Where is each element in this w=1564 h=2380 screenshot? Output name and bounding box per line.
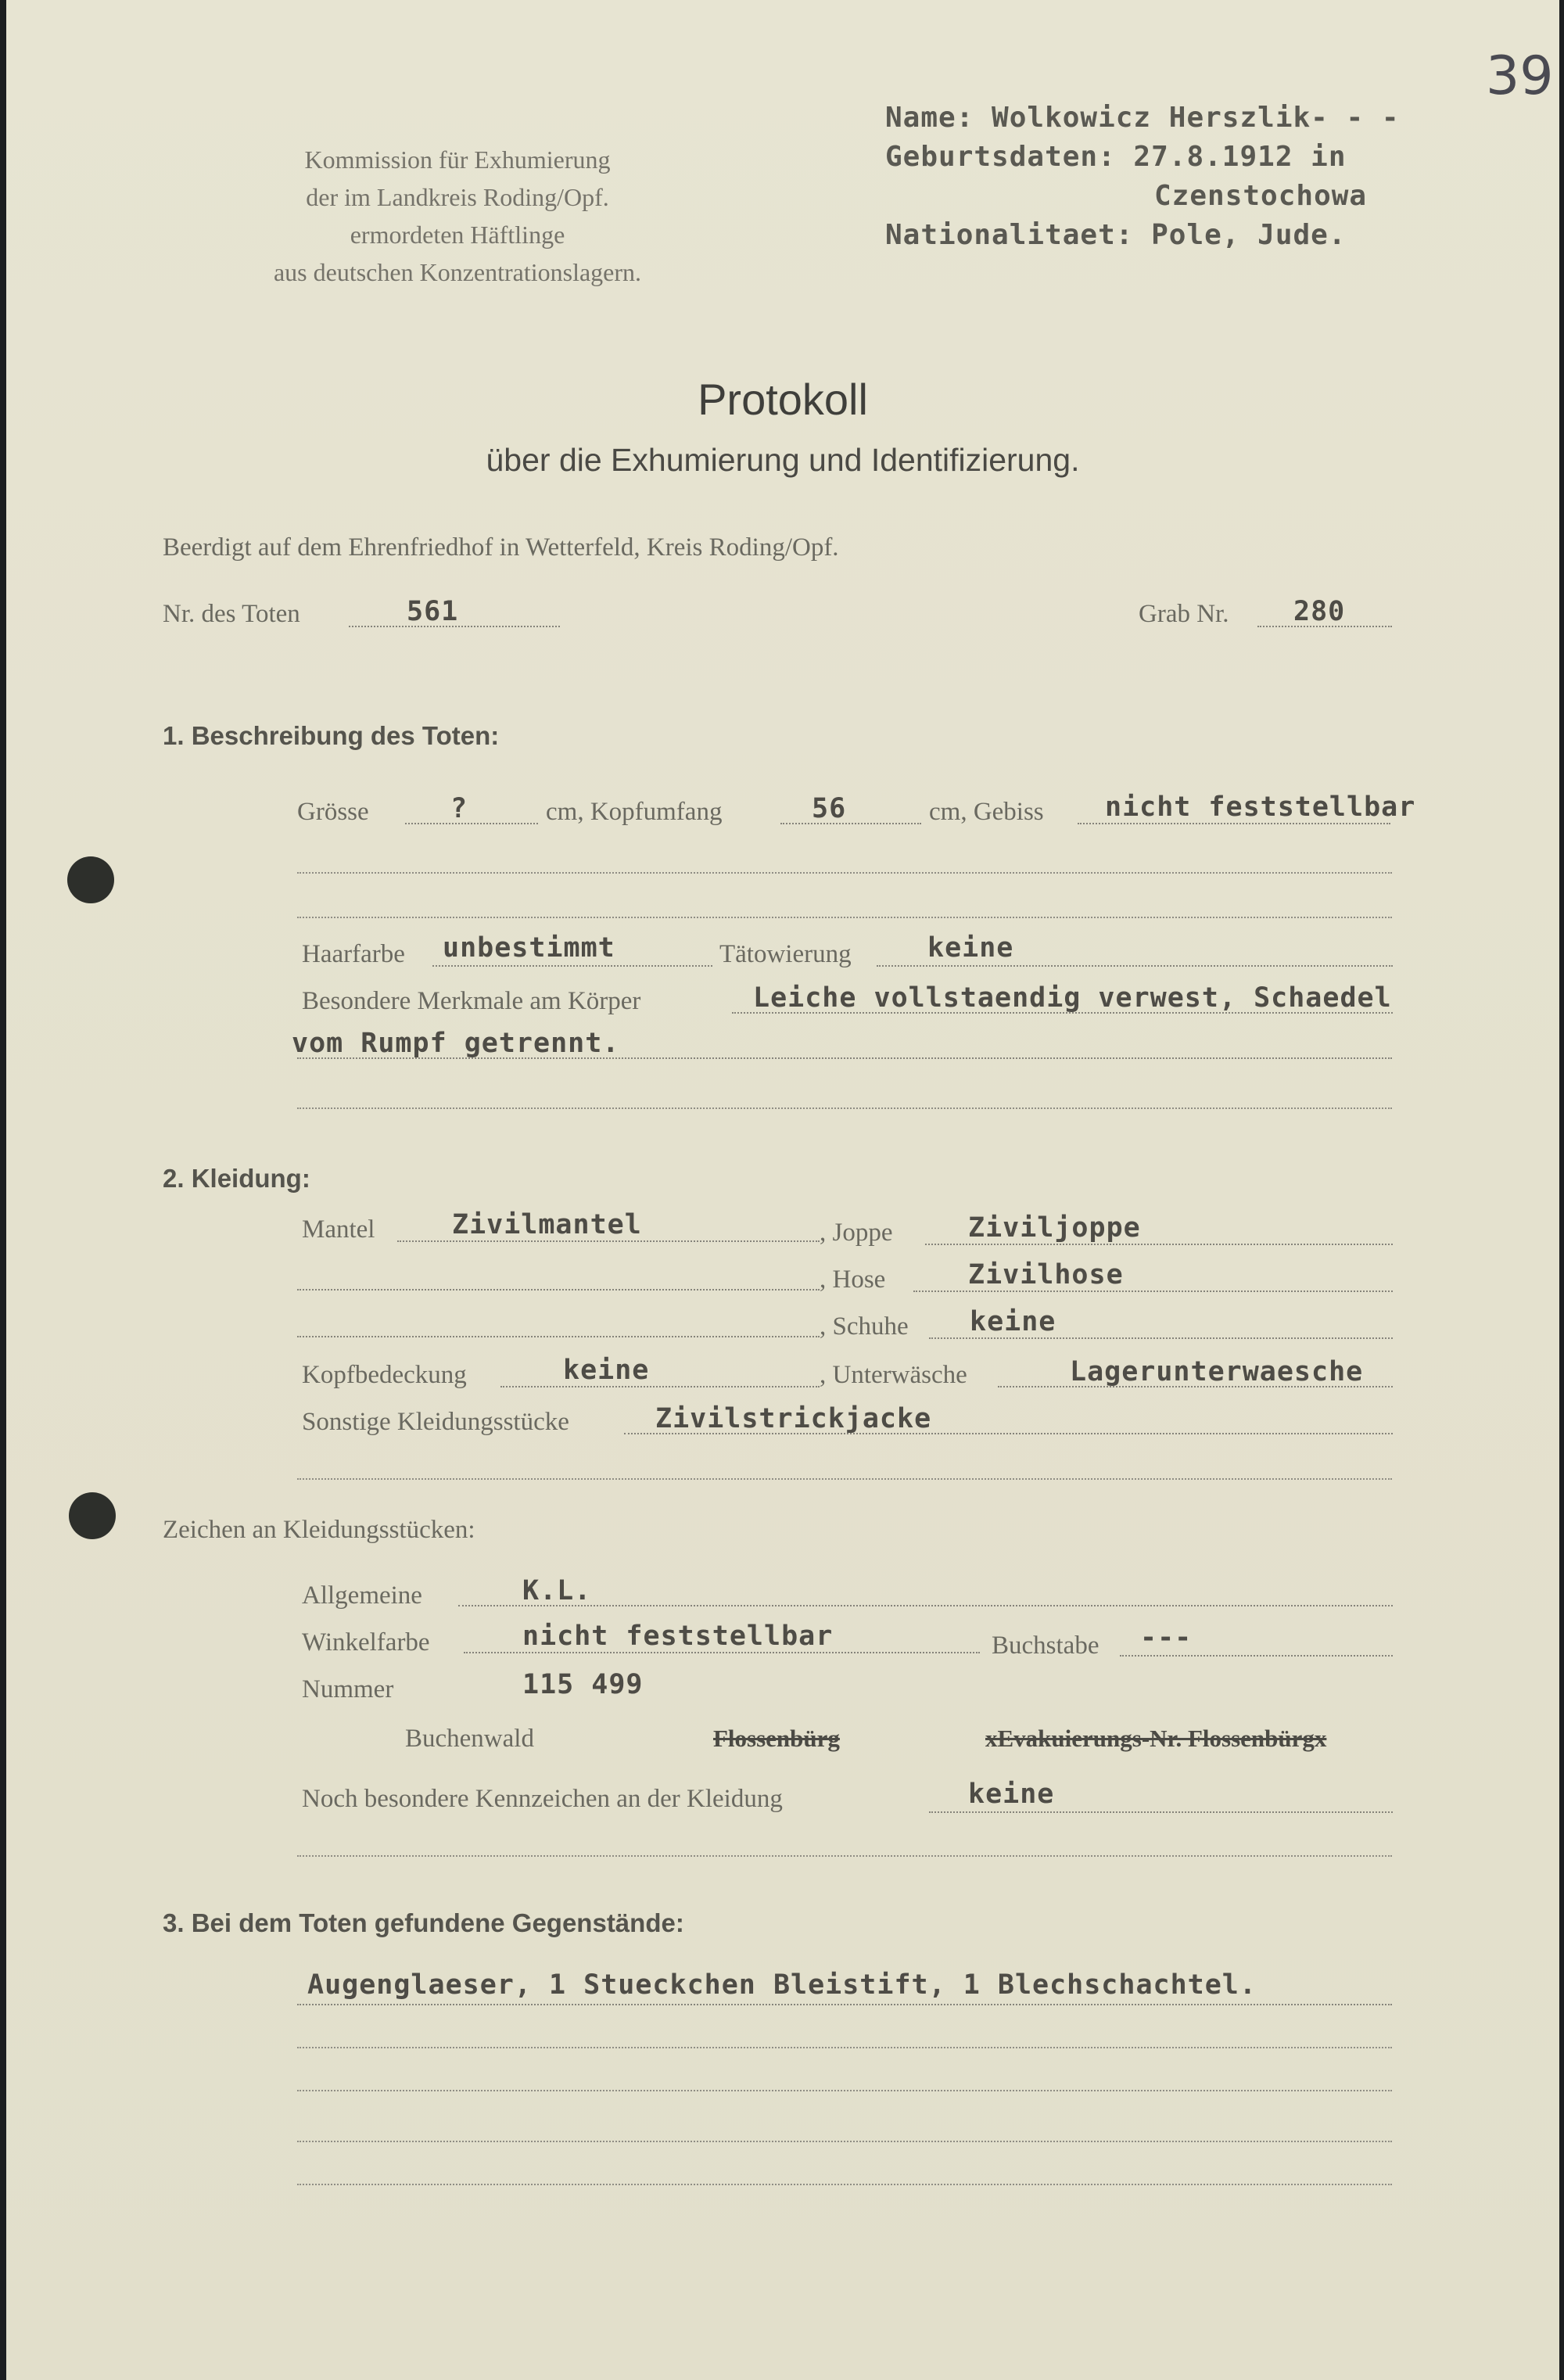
noch-value: keine [968,1779,1055,1810]
merkmale-value-2: vom Rumpf getrennt. [292,1028,620,1059]
merkmale-label: Besondere Merkmale am Körper [302,987,641,1015]
blank-line [297,872,1392,874]
kopfbedeckung-value: keine [563,1355,650,1386]
sonstige-value: Zivilstrickjacke [655,1403,932,1434]
unterwaesche-label: , Unterwäsche [820,1361,967,1389]
section-2-heading: 2. Kleidung: [163,1164,310,1193]
taetowierung-line [877,965,1393,967]
kopfbedeckung-line [500,1386,820,1387]
blank-line [297,1478,1392,1480]
schuhe-line [929,1337,1393,1339]
typed-name: Name: Wolkowicz Herszlik- - - [885,102,1400,134]
hose-value: Zivilhose [968,1259,1124,1291]
noch-line [929,1811,1393,1813]
taetowierung-value: keine [927,932,1014,964]
joppe-label: , Joppe [820,1219,893,1247]
schuhe-label: , Schuhe [820,1312,909,1341]
grave-number-value: 280 [1293,596,1346,627]
unterwaesche-value: Lagerunterwaesche [1070,1356,1364,1387]
groesse-line [405,823,538,824]
commission-line-2: der im Landkreis Roding/Opf. [306,183,609,211]
haarfarbe-label: Haarfarbe [302,940,405,968]
kopfumfang-label: cm, Kopfumfang [546,798,723,826]
blank-line [297,2184,1392,2185]
burial-place: Beerdigt auf dem Ehrenfriedhof in Wetterfeld, Kreis Roding/Opf. [163,533,839,562]
blank-line [297,1855,1392,1857]
typed-birth: Geburtsdaten: 27.8.1912 in [885,141,1347,173]
typed-nationality: Nationalitaet: Pole, Jude. [885,219,1347,251]
noch-label: Noch besondere Kennzeichen an der Kleidung [302,1785,783,1813]
allgemeine-label: Allgemeine [302,1581,422,1610]
blank-line [297,2090,1392,2091]
taetowierung-label: Tätowierung [719,940,852,968]
schuhe-value: keine [970,1306,1056,1337]
document-page [6,0,1559,2380]
hose-label: , Hose [820,1265,886,1294]
nummer-label: Nummer [302,1675,394,1703]
blank-line [297,917,1392,918]
punch-hole-lower [69,1492,116,1539]
blank-line [297,2047,1392,2048]
punch-hole-upper [67,856,114,903]
blank-line [297,1289,820,1291]
joppe-line [925,1244,1393,1245]
section-3-heading: 3. Bei dem Toten gefundene Gegenstände: [163,1908,684,1937]
commission-line-4: aus deutschen Konzentrationslagern. [273,258,642,286]
joppe-value: Ziviljoppe [968,1212,1141,1244]
page-subtitle: über die Exhumierung und Identifizierung. [486,442,1080,478]
gebiss-line [1078,823,1390,824]
haarfarbe-line [432,965,712,967]
blank-line [297,2141,1392,2142]
items-value: Augenglaeser, 1 Stueckchen Bleistift, 1 Blechschachtel. [307,1969,1257,2001]
kopfbedeckung-label: Kopfbedeckung [302,1361,467,1389]
buchstabe-label: Buchstabe [992,1632,1099,1660]
groesse-value: ? [450,793,468,824]
items-line [297,2004,1392,2005]
kopfumfang-line [780,823,921,824]
dead-number-label: Nr. des Toten [163,600,300,628]
gebiss-label: cm, Gebiss [929,798,1044,826]
section-1-heading: 1. Beschreibung des Toten: [163,721,500,750]
gebiss-value: nicht feststellbar [1105,792,1416,823]
mantel-line [397,1240,820,1242]
zeichen-heading: Zeichen an Kleidungsstücken: [163,1516,475,1544]
buchstabe-line [1120,1655,1393,1657]
winkelfarbe-line [464,1652,980,1653]
dead-number-value: 561 [407,596,459,627]
buchstabe-value: --- [1140,1622,1193,1653]
commission-line-1: Kommission für Exhumierung [304,145,611,174]
winkelfarbe-label: Winkelfarbe [302,1628,430,1657]
blank-line [297,1107,1392,1109]
mantel-label: Mantel [302,1215,375,1244]
grave-number-label: Grab Nr. [1139,600,1229,628]
blank-line [297,1336,820,1337]
buchenwald-label: Buchenwald [405,1725,534,1753]
haarfarbe-value: unbestimmt [443,932,615,964]
kopfumfang-value: 56 [812,793,847,824]
allgemeine-value: K.L. [522,1575,592,1606]
flossenbuerg-label: Flossenbürg [713,1725,840,1752]
hose-line [913,1291,1393,1292]
nummer-value: 115 499 [522,1669,644,1700]
evakuierungs-label: xEvakuierungs-Nr. Flossenbürgx [985,1725,1327,1752]
commission-line-3: ermordeten Häftlinge [350,221,565,249]
commission-header [227,141,688,291]
allgemeine-line [458,1605,1393,1606]
mantel-value: Zivilmantel [452,1209,642,1240]
groesse-label: Grösse [297,798,369,826]
page-title: Protokoll [698,375,868,424]
merkmale-value-1: Leiche vollstaendig verwest, Schaedel [753,982,1392,1014]
typed-birthplace: Czenstochowa [1154,180,1368,212]
winkelfarbe-value: nicht feststellbar [522,1621,834,1652]
page-number: 39 [1486,45,1554,107]
sonstige-label: Sonstige Kleidungsstücke [302,1408,569,1436]
